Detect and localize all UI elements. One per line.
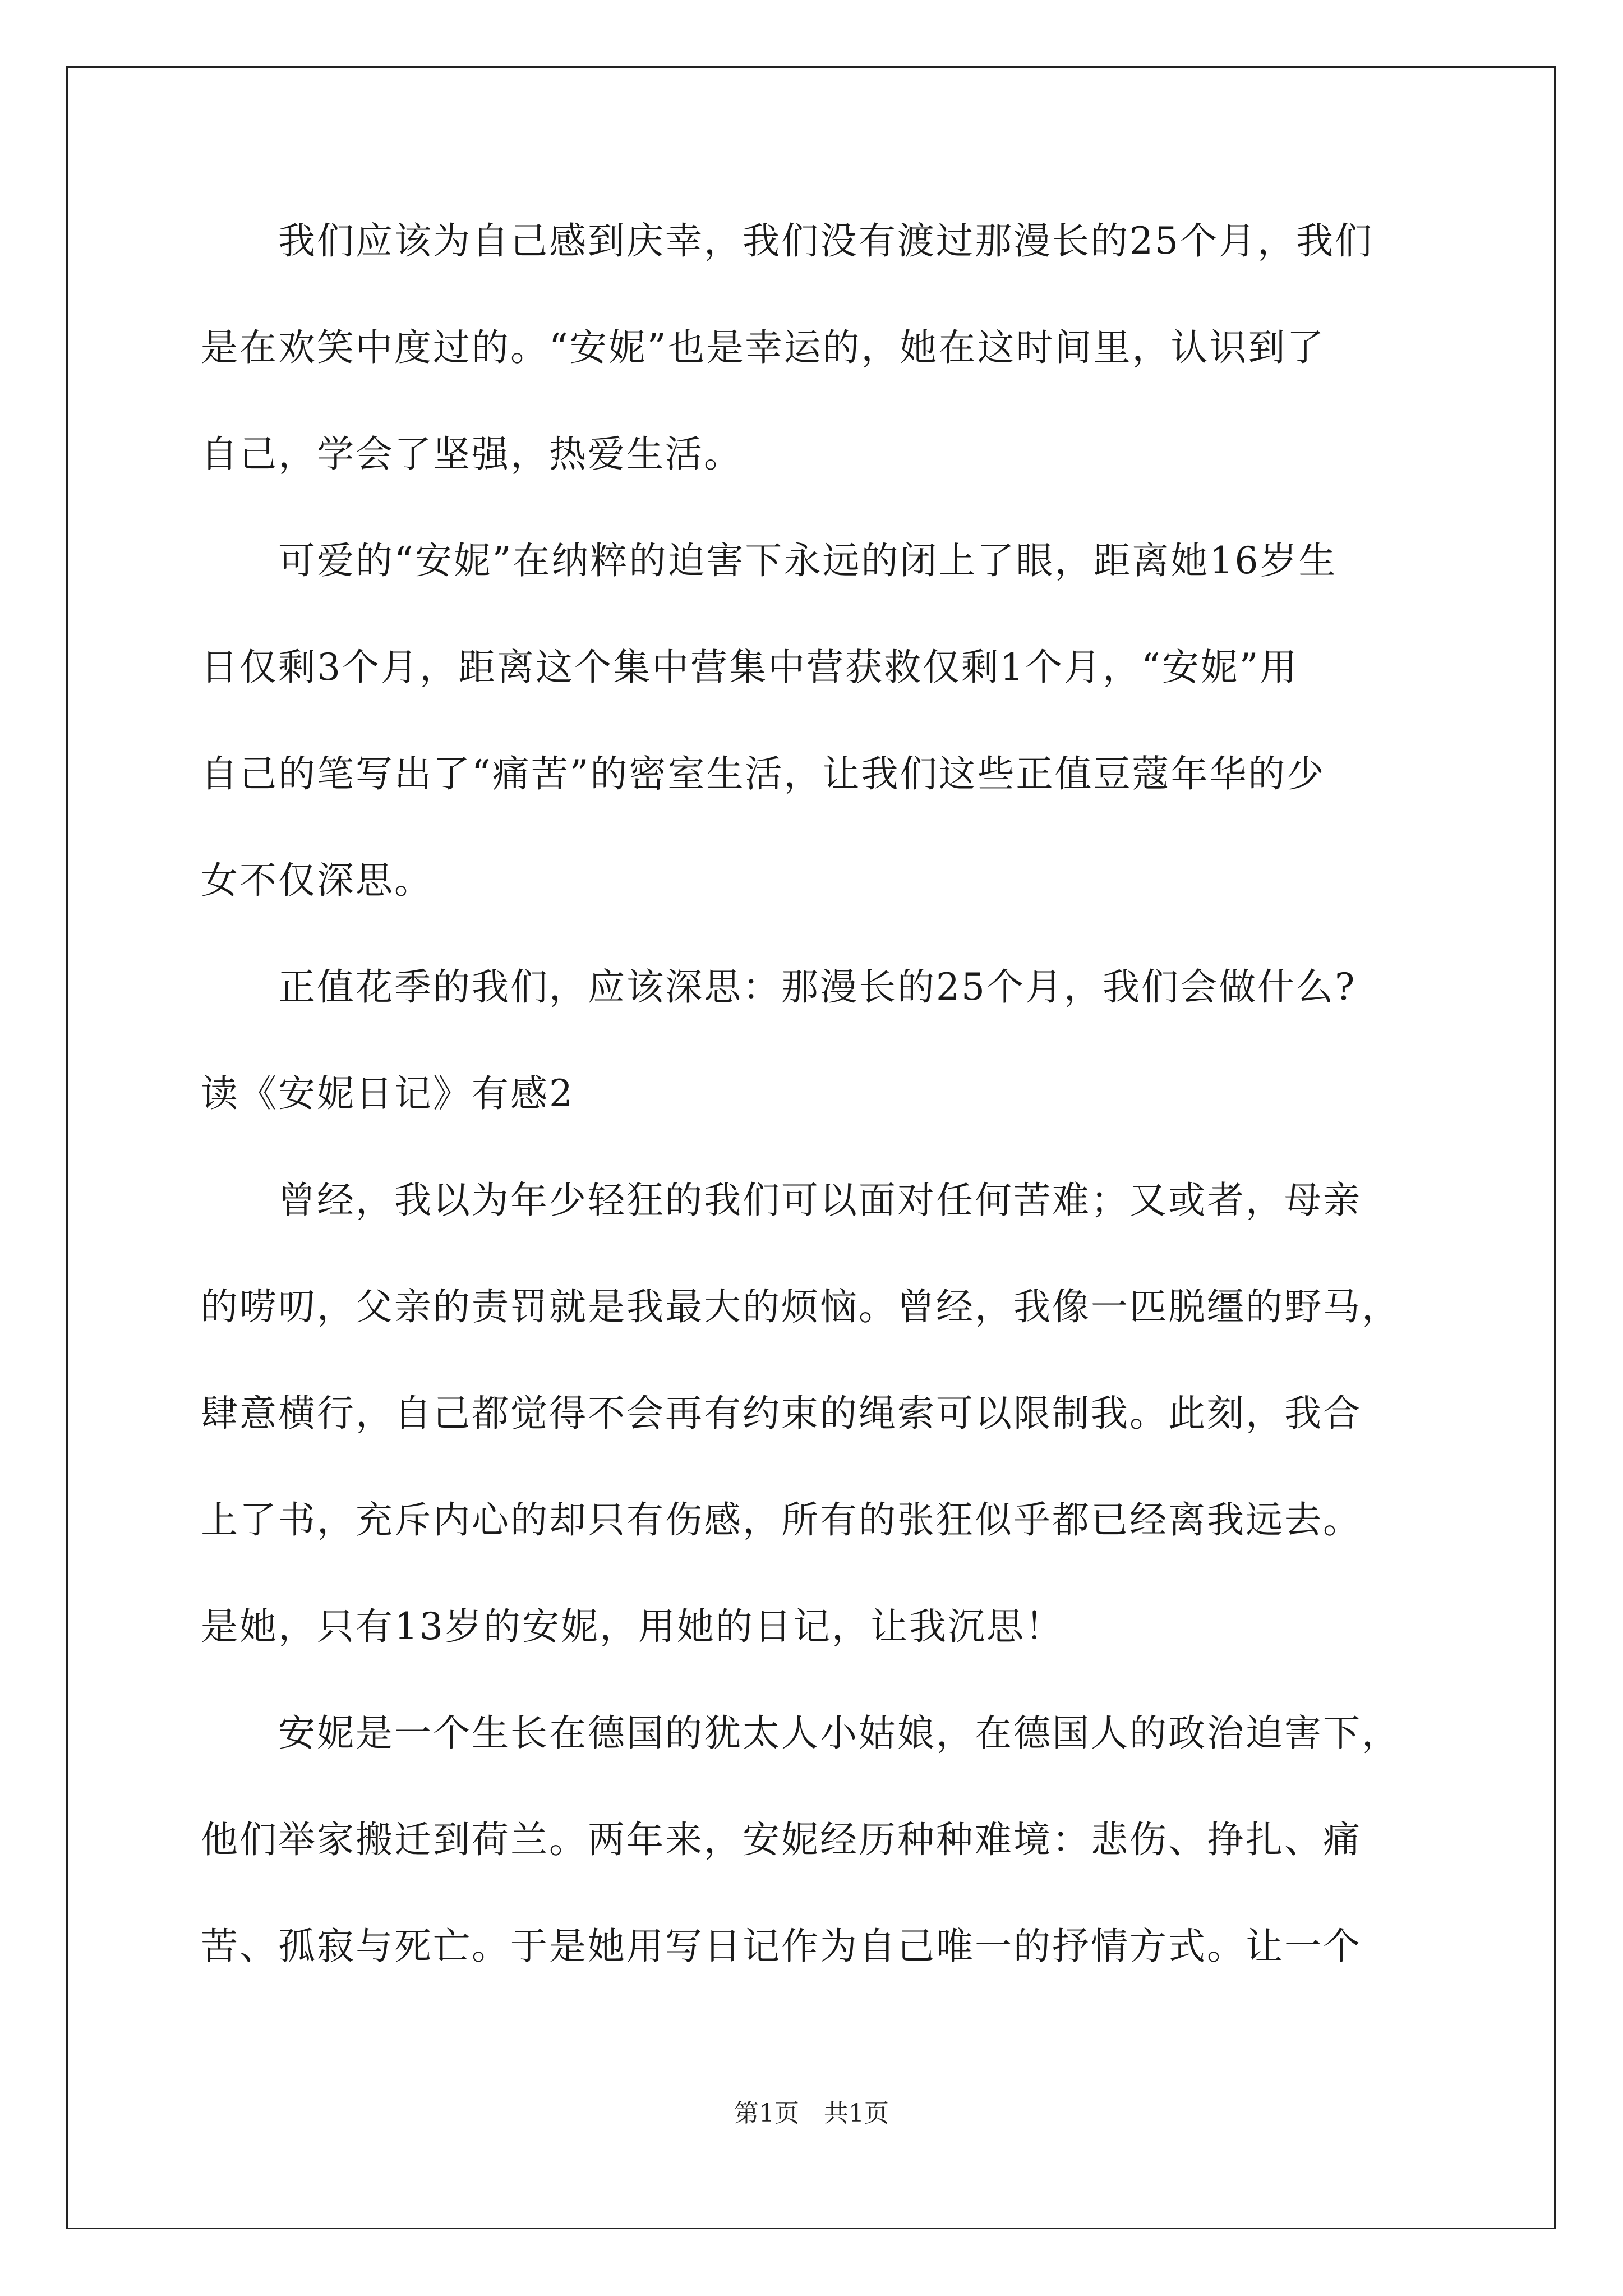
text-line: 曾经，我以为年少轻狂的我们可以面对任何苦难；又或者，母亲 xyxy=(201,1179,1362,1222)
page-number: 第1页 共1页 xyxy=(734,2099,889,2128)
text-line: 安妮是一个生长在德国的犹太人小姑娘，在德国人的政治迫害下， xyxy=(201,1711,1400,1755)
text-line: 肆意横行，自己都觉得不会再有约束的绳索可以限制我。此刻，我合 xyxy=(201,1392,1362,1435)
text-line: 上了书，充斥内心的却只有伤感，所有的张狂似乎都已经离我远去。 xyxy=(201,1498,1362,1542)
text-line: 自己，学会了坚强，热爱生活。 xyxy=(201,432,743,476)
text-line: 是她，只有13岁的安妮，用她的日记，让我沉思！ xyxy=(201,1605,1064,1648)
page-border xyxy=(66,66,1556,2229)
text-line: 正值花季的我们，应该深思：那漫长的25个月，我们会做什么? xyxy=(201,965,1357,1009)
text-line: 我们应该为自己感到庆幸，我们没有渡过那漫长的25个月，我们 xyxy=(201,219,1373,263)
text-line: 的唠叨，父亲的责罚就是我最大的烦恼。曾经，我像一匹脱缰的野马， xyxy=(201,1285,1400,1328)
text-line: 自己的笔写出了“痛苦”的密室生活，让我们这些正值豆蔻年华的少 xyxy=(201,752,1326,795)
text-line: 他们举家搬迁到荷兰。两年来，安妮经历种种难境：悲伤、挣扎、痛 xyxy=(201,1818,1362,1861)
text-line: 可爱的“安妮”在纳粹的迫害下永远的闭上了眼，距离她16岁生 xyxy=(201,539,1338,582)
section-heading: 读《安妮日记》有感2 xyxy=(201,1072,574,1115)
text-line: 日仅剩3个月，距离这个集中营集中营获救仅剩1个月，“安妮”用 xyxy=(201,646,1299,689)
text-line: 是在欢笑中度过的。“安妮”也是幸运的，她在这时间里，认识到了 xyxy=(201,326,1326,369)
text-line: 苦、孤寂与死亡。于是她用写日记作为自己唯一的抒情方式。让一个 xyxy=(201,1925,1362,1968)
text-line: 女不仅深思。 xyxy=(201,859,433,902)
